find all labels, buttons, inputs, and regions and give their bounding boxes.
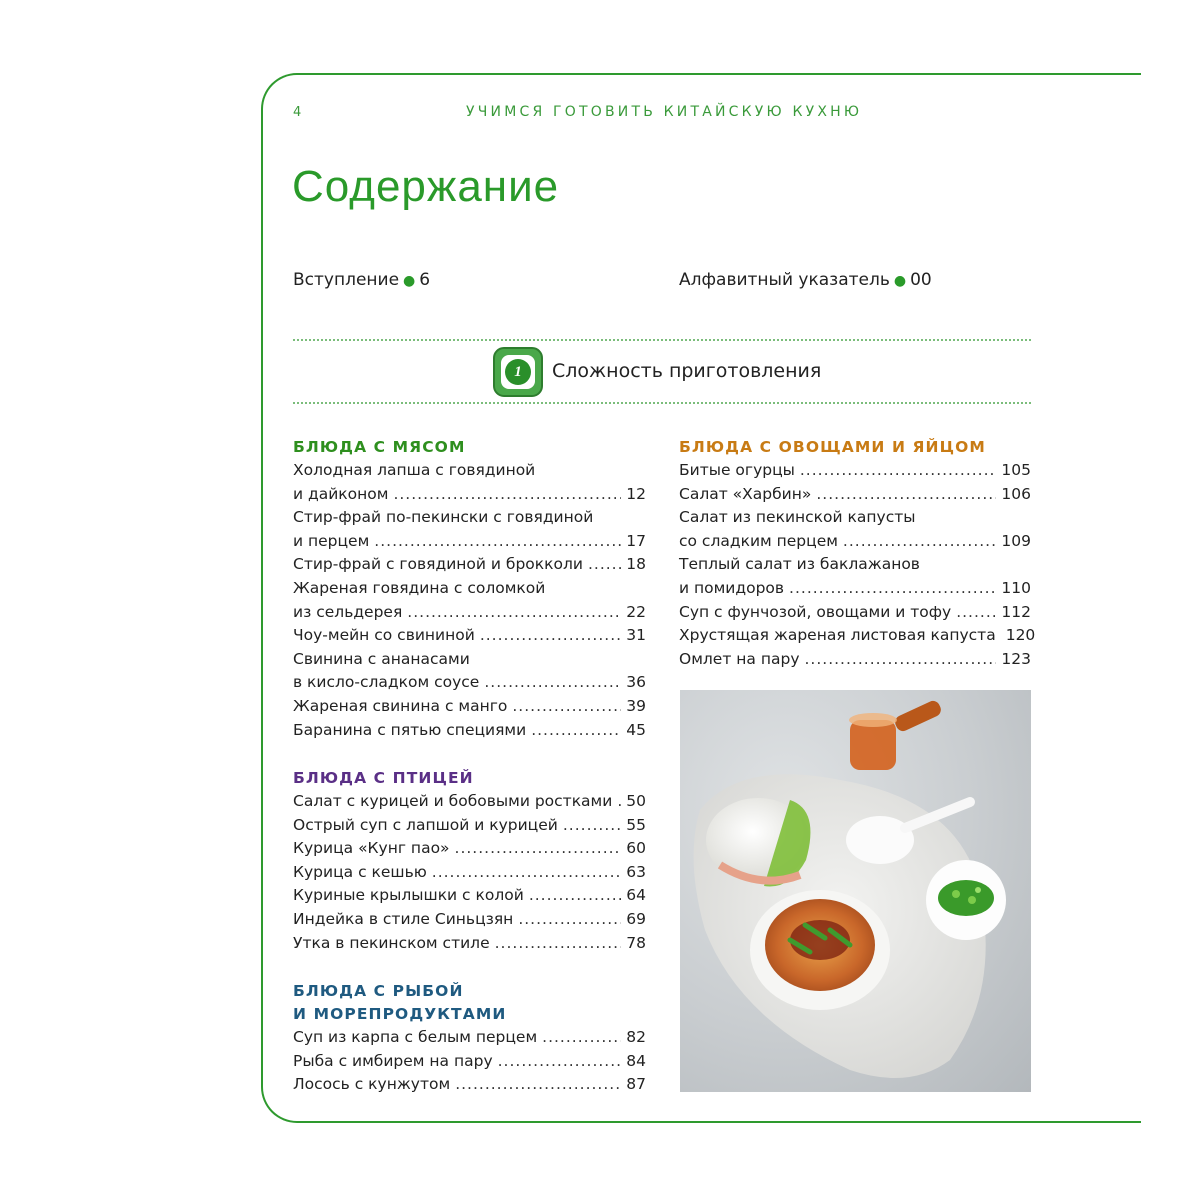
toc-list (293, 1026, 646, 1097)
toc-entry-page: 82 (626, 1028, 646, 1046)
toc-entry[interactable] (679, 530, 1031, 554)
toc-entry-title: Жареная свинина с манго (293, 696, 508, 715)
toc-entry-title: со сладким перцем (679, 531, 838, 550)
toc-entry-page: 110 (1001, 578, 1031, 597)
intro-link[interactable] (293, 270, 430, 290)
toc-entry-line: Стир-фрай по-пекински с говядиной (293, 508, 594, 527)
toc-entry-page: 120 (1005, 626, 1036, 645)
toc-entry[interactable] (293, 932, 646, 956)
dot-leader (374, 530, 621, 554)
index-link[interactable] (679, 270, 932, 290)
toc-entry-title: Омлет на пару (679, 649, 800, 668)
toc-entry-page: 123 (1001, 649, 1031, 668)
toc-entry-title: Хрустящая жареная листовая капуста (679, 626, 996, 645)
toc-entry-page: 22 (626, 602, 646, 621)
toc-entry-title: Салат «Харбин» (679, 484, 812, 503)
dot-leader (495, 932, 622, 956)
section-title-fish-line2: И МОРЕПРОДУКТАМИ (293, 1005, 507, 1023)
toc-entry-page: 36 (626, 673, 646, 692)
toc-entry-page: 55 (626, 815, 646, 834)
toc-list (293, 459, 646, 742)
toc-entry-title: в кисло-сладком соусе (293, 673, 480, 692)
dot-leader (498, 1050, 622, 1074)
dot-leader (393, 483, 621, 507)
toc-entry[interactable] (293, 1026, 646, 1050)
toc-entry-page: 78 (626, 933, 646, 952)
toc-entry[interactable] (293, 837, 646, 861)
toc-entry[interactable] (293, 624, 646, 648)
toc-entry[interactable] (679, 577, 1031, 601)
dotted-divider (293, 339, 1031, 341)
dot-leader (531, 719, 621, 743)
toc-entry[interactable] (293, 483, 646, 507)
toc-entry[interactable] (679, 483, 1031, 507)
toc-entry-title: Битые огурцы (679, 461, 795, 479)
toc-entry-title: из сельдерея (293, 602, 403, 621)
toc-entry-title: и помидоров (679, 578, 785, 597)
dot-leader (455, 837, 622, 861)
index-label: Алфавитный указатель (679, 270, 890, 290)
toc-entry[interactable] (679, 459, 1031, 483)
toc-entry-line: Жареная говядина с соломкой (293, 578, 546, 597)
toc-entry-page: 64 (626, 886, 646, 905)
dot-leader (518, 908, 621, 932)
toc-list (679, 459, 1036, 671)
toc-entry-page: 109 (1001, 531, 1031, 550)
toc-entry-page: 69 (626, 909, 646, 928)
dot-leader (407, 601, 621, 625)
dot-leader (432, 861, 621, 885)
page-title: Содержание (292, 162, 560, 211)
running-title: УЧИМСЯ ГОТОВИТЬ КИТАЙСКУЮ КУХНЮ (466, 104, 863, 120)
toc-entry-page: 63 (626, 862, 646, 881)
toc-entry-page: 87 (626, 1075, 646, 1094)
index-page: 00 (910, 270, 932, 290)
toc-entry-page: 84 (626, 1051, 646, 1070)
intro-page: 6 (419, 270, 431, 290)
toc-entry-title: и дайконом (293, 484, 389, 503)
toc-entry-title: Утка в пекинском стиле (293, 933, 490, 952)
toc-entry-page: 112 (1001, 602, 1031, 621)
toc-entry[interactable] (679, 601, 1031, 625)
toc-entry-line: Теплый салат из баклажанов (679, 555, 920, 574)
toc-entry[interactable] (293, 695, 646, 719)
food-photo (680, 690, 1031, 1092)
section-veg (679, 436, 1036, 671)
dot-leader (789, 577, 996, 601)
toc-entry[interactable] (293, 1050, 646, 1074)
toc-entry[interactable] (293, 884, 646, 908)
toc-entry-title: Рыба с имбирем на пару (293, 1051, 493, 1070)
toc-entry-title: Суп с фунчозой, овощами и тофу (679, 602, 952, 621)
toc-entry-title: Стир-фрай с говядиной и брокколи (293, 555, 583, 574)
section-meat (293, 436, 646, 742)
dot-leader (455, 1073, 621, 1097)
toc-entry-page: 17 (626, 531, 646, 550)
toc-entry[interactable] (293, 719, 646, 743)
toc-entry-title: Салат с курицей и бобовыми ростками (293, 792, 613, 810)
dot-leader (512, 695, 621, 719)
toc-entry-page: 39 (626, 696, 646, 715)
toc-entry-page: 60 (626, 839, 646, 858)
toc-entry[interactable] (293, 671, 646, 695)
toc-entry-title: Индейка в стиле Синьцзян (293, 909, 514, 928)
toc-entry-title: Курица «Кунг пао» (293, 839, 450, 858)
toc-entry[interactable] (293, 790, 646, 814)
toc-entry-line: Салат из пекинской капусты (679, 508, 916, 527)
difficulty-badge-icon (493, 347, 543, 397)
toc-entry[interactable] (293, 861, 646, 885)
dot-leader (843, 530, 996, 554)
section-title-meat: БЛЮДА С МЯСОМ (293, 438, 466, 456)
dot-leader (484, 671, 621, 695)
toc-entry[interactable] (293, 908, 646, 932)
dot-leader (529, 884, 621, 908)
toc-entry-page: 106 (1001, 484, 1031, 503)
page-number: 4 (293, 105, 303, 120)
dot-leader (956, 601, 996, 625)
toc-entry[interactable] (293, 530, 646, 554)
toc-entry[interactable] (679, 624, 1036, 648)
food-photo-illustration (680, 690, 1031, 1092)
bullet-dot-icon: ● (403, 273, 416, 289)
section-fish (293, 980, 646, 1097)
difficulty-label: Сложность приготовления (552, 360, 822, 382)
toc-entry-title: Суп из карпа с белым перцем (293, 1028, 538, 1046)
intro-label: Вступление (293, 270, 400, 290)
toc-entry[interactable] (293, 601, 646, 625)
toc-entry[interactable] (293, 1073, 646, 1097)
toc-entry-title: Лосось с кунжутом (293, 1075, 451, 1094)
bullet-dot-icon: ● (893, 273, 907, 289)
dot-leader (805, 648, 997, 672)
toc-entry-title: Баранина с пятью специями (293, 720, 527, 739)
section-title-veg: БЛЮДА С ОВОЩАМИ И ЯЙЦОМ (679, 438, 986, 456)
toc-entry[interactable] (679, 648, 1031, 672)
toc-entry-page: 105 (1001, 461, 1031, 479)
section-title-fish-line1: БЛЮДА С РЫБОЙ (293, 982, 464, 1000)
section-poultry (293, 767, 646, 955)
toc-entry-line: Свинина с ананасами (293, 649, 470, 668)
toc-entry[interactable] (293, 553, 646, 577)
toc-entry-title: и перцем (293, 531, 370, 550)
toc-entry-page: 45 (626, 720, 646, 739)
dot-leader (800, 459, 997, 483)
dot-leader (542, 1026, 621, 1050)
toc-entry-title: Куриные крылышки с колой (293, 886, 524, 905)
difficulty-number: 1 (505, 359, 531, 385)
dot-leader (617, 790, 621, 814)
toc-entry-page: 12 (626, 484, 646, 503)
toc-entry-page: 50 (626, 792, 646, 810)
dot-leader (563, 814, 621, 838)
dotted-divider (293, 402, 1031, 404)
dot-leader (816, 483, 996, 507)
toc-entry-title: Курица с кешью (293, 862, 427, 881)
toc-entry[interactable] (293, 814, 646, 838)
dot-leader (480, 624, 621, 648)
toc-entry-page: 18 (626, 555, 646, 574)
toc-entry-page: 31 (626, 626, 646, 645)
toc-entry-title: Острый суп с лапшой и курицей (293, 815, 558, 834)
section-title-poultry: БЛЮДА С ПТИЦЕЙ (293, 769, 474, 787)
toc-entry-line: Холодная лапша с говядиной (293, 461, 536, 479)
toc-list (293, 790, 646, 955)
dot-leader (588, 553, 621, 577)
toc-entry-title: Чоу-мейн со свининой (293, 626, 475, 645)
